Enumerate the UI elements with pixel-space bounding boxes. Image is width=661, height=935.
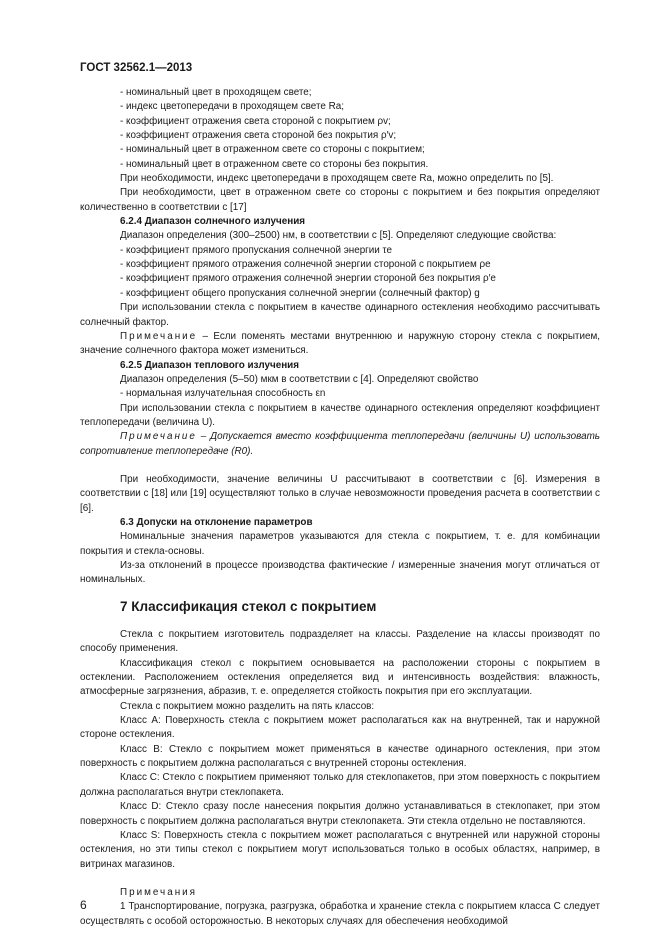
class-a: Класс А: Поверхность стекла с покрытием может располагаться как на внутренней, так и наружной стороне остекления. <box>80 715 600 741</box>
paragraph-intro: Диапазон определения (5–50) мкм в соответствии с [4]. Определяют свойство <box>120 373 479 385</box>
heading-6-3: 6.3 Допуски на отклонение параметров <box>120 516 313 528</box>
paragraph: Стекла с покрытием изготовитель подразделяет на классы. Разделение на классы производят по способу применения. <box>80 629 600 655</box>
list-item: - индекс цветопередачи в проходящем свете Ra; <box>120 101 344 113</box>
note-text: – Допускается вместо коэффициента теплопередачи (величины U) использовать сопротивление теплопередаче (R0). <box>80 431 600 457</box>
notes-label: Примечания <box>120 886 198 898</box>
page-number: 6 <box>80 898 87 912</box>
paragraph-intro: Диапазон определения (300–2500) нм, в соответствии с [5]. Определяют следующие свойства: <box>120 230 557 242</box>
document-code: ГОСТ 32562.1—2013 <box>80 62 193 74</box>
list-item: - коэффициент отражения света стороной без покрытия ρ′v; <box>120 130 397 142</box>
paragraph-color: При необходимости, цвет в отраженном свете со стороны с покрытием и без покрытия определяют количественно в соответствии с [17] <box>80 187 600 213</box>
list-item: - коэффициент прямого отражения солнечной энергии стороной без покрытия ρ′e <box>120 273 496 285</box>
heading-6-2-4: 6.2.4 Диапазон солнечного излучения <box>120 216 306 228</box>
paragraph: Стекла с покрытием можно разделить на пять классов: <box>120 700 375 712</box>
note-thermal <box>80 430 600 459</box>
class-d: Класс D: Стекло сразу после нанесения покрытия должно устанавливаться в стеклопакет, при этом поверхность с покрытием должна располагаться внутри стеклопакета. Эти стекла отдельно не поставляются. <box>80 801 600 827</box>
class-s: Класс S: Поверхность стекла с покрытием может располагаться с внутренней или наружной стороны остекления, но эти типы стекол с покрытием могут использоваться только в особых областях, например, в витринах магазинов. <box>80 829 600 870</box>
list-item: - коэффициент прямого пропускания солнечной энергии τe <box>120 244 392 256</box>
list-item: - коэффициент отражения света стороной с покрытием ρv; <box>120 115 391 127</box>
paragraph-ra: При необходимости, индекс цветопередачи в проходящем свете Ra, можно определить по [5]. <box>120 173 554 185</box>
page-body <box>80 86 600 929</box>
paragraph-u-value: При использовании стекла с покрытием в качестве одинарного остекления определяют коэффициент теплопередачи (величина U). <box>80 402 600 428</box>
paragraph-u-calc: При необходимости, значение величины U рассчитывают в соответствии с [6]. Измерения в соответствии с [18] или [19] осуществляют только в случае невозможности проведения расчета в соответствии с [6]. <box>80 473 600 514</box>
note-solar <box>80 330 600 359</box>
list-item: - коэффициент прямого отражения солнечной энергии стороной с покрытием ρe <box>120 259 491 271</box>
paragraph: Классификация стекол с покрытием основывается на расположении стороны с покрытием в остеклении. Расположением остекления определяется вид и интенсивность воздействия: влажность, атмосферные загрязнения, абразив, т. е. определяется стойкость покрытия при его эксплуатации. <box>80 657 600 698</box>
note-1: 1 Транспортирование, погрузка, разгрузка, обработка и хранение стекла с покрытием класса С следует осуществлять с особой осторожностью. В некоторых случаях для обеспечения необходимой <box>80 901 600 927</box>
note-label: Примечание <box>120 330 198 342</box>
list-item: - номинальный цвет в отраженном свете со стороны с покрытием; <box>120 144 425 156</box>
class-b: Класс В: Стекло с покрытием может применяться в качестве одинарного остекления, при этом поверхность с покрытием должна располагаться с внутренней стороны остекления. <box>80 743 600 770</box>
note-label: Примечание <box>120 431 197 443</box>
list-item: - нормальная излучательная способность εn <box>120 388 326 400</box>
paragraph-deviation: Из-за отклонений в процессе производства фактические / измеренные значения могут отличаться от номинальных. <box>80 560 600 586</box>
paragraph-nominal: Номинальные значения параметров указываются для стекла с покрытием, т. е. для комбинации покрытия и стекла-основы. <box>80 531 600 557</box>
note-text: – Если поменять местами внутреннюю и наружную сторону стекла с покрытием, значение солнечного фактора может измениться. <box>80 330 600 357</box>
list-item: - коэффициент общего пропускания солнечной энергии (солнечный фактор) g <box>120 287 480 299</box>
list-item: - номинальный цвет в проходящем свете; <box>120 87 312 98</box>
heading-6-2-5: 6.2.5 Диапазон теплового излучения <box>120 359 299 371</box>
class-c: Класс С: Стекло с покрытием применяют только для стеклопакетов, при этом поверхность с покрытием должна располагаться внутри стеклопакета. <box>80 772 600 798</box>
paragraph-solar-factor: При использовании стекла с покрытием в качестве одинарного остекления необходимо рассчитывать солнечный фактор. <box>80 302 600 328</box>
section-7-title: 7 Классификация стекол с покрытием <box>120 598 377 614</box>
list-item: - номинальный цвет в отраженном свете со стороны без покрытия. <box>120 158 429 170</box>
